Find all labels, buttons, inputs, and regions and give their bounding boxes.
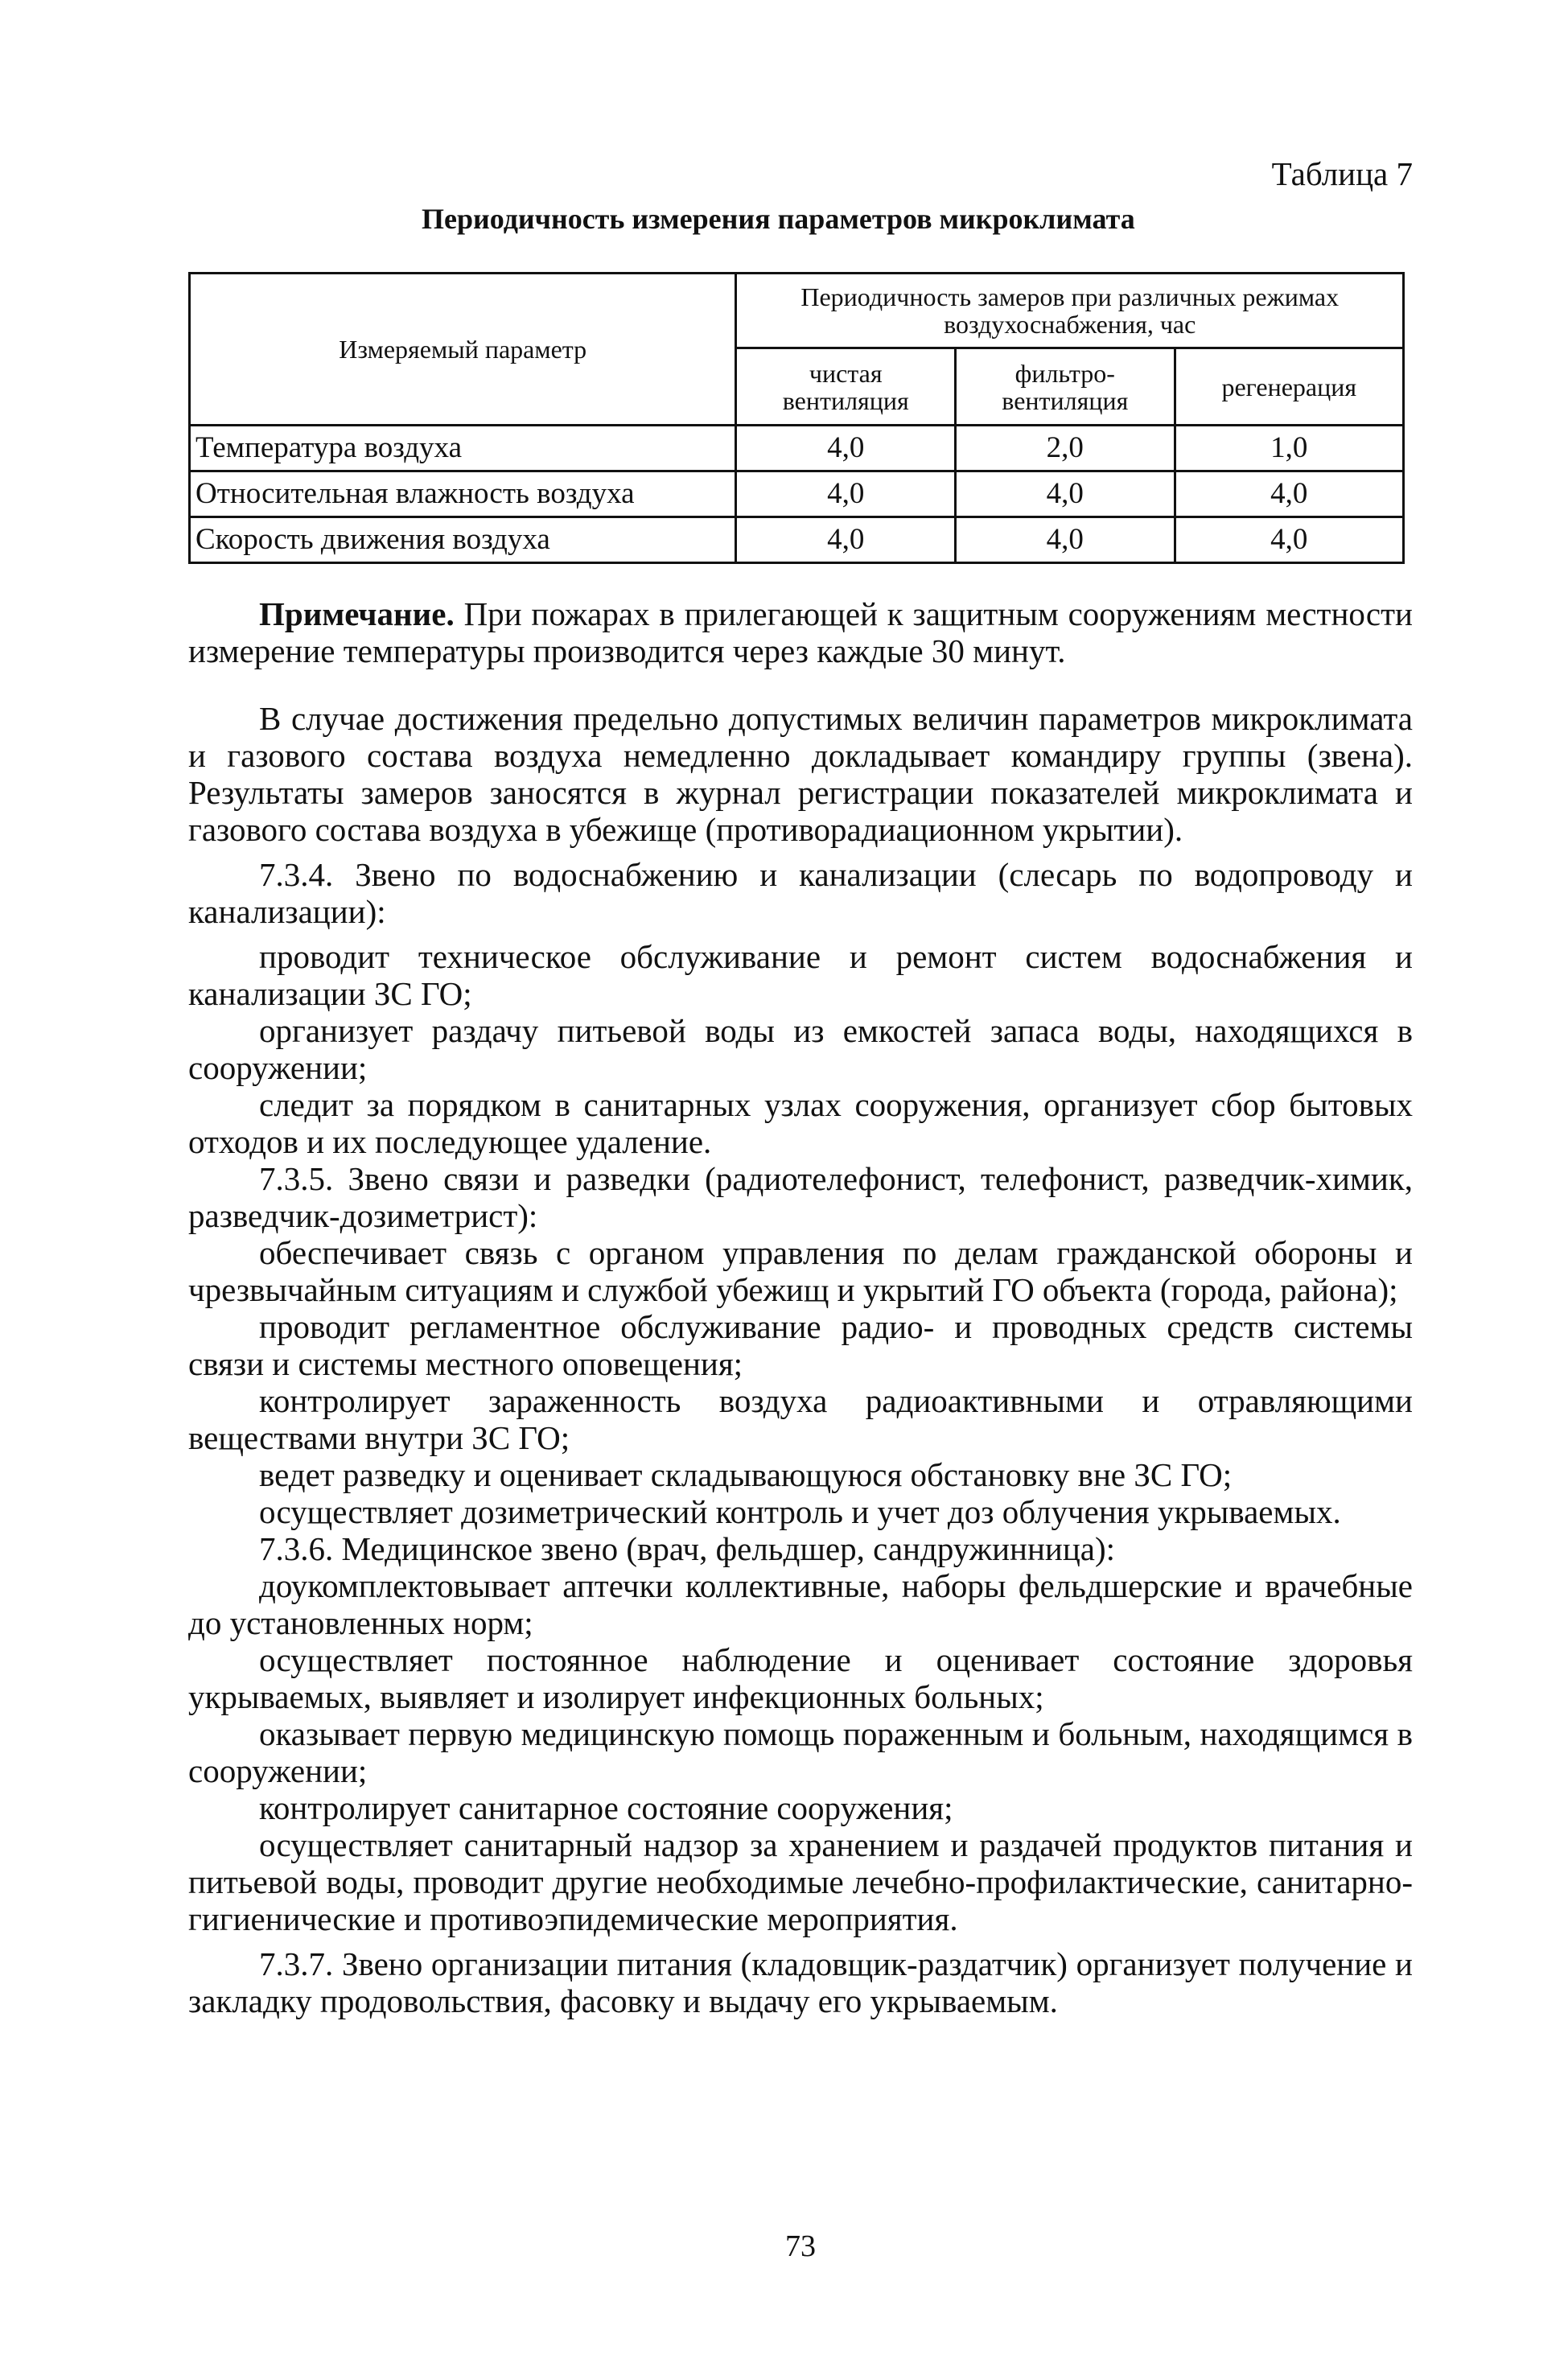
paragraph: оказывает первую медицинскую помощь пораженным и больным, находящимся в сооружении;	[188, 1715, 1413, 1789]
table-title: Периодичность измерения параметров микроклимата	[422, 203, 1135, 235]
cell-value: 4,0	[736, 517, 956, 563]
cell-value: 2,0	[956, 426, 1175, 471]
paragraph: проводит техническое обслуживание и ремонт систем водоснабжения и канализации ЗС ГО;	[188, 938, 1413, 1012]
cell-value: 1,0	[1175, 426, 1403, 471]
cell-value: 4,0	[1175, 517, 1403, 563]
cell-value: 4,0	[956, 517, 1175, 563]
document-page	[188, 0, 1413, 2375]
cell-value: 4,0	[736, 471, 956, 517]
paragraph: осуществляет санитарный надзор за хранением и раздачей продуктов питания и питьевой воды, проводит другие необходимые лечебно-профилактические, санитарно-гигиенические и противоэпидемические мероприятия.	[188, 1826, 1413, 1937]
paragraph: В случае достижения предельно допустимых величин параметров микроклимата и газового состава воздуха немедленно докладывает командиру группы (звена). Результаты замеров заносятся в журнал регистрации показателей микроклимата и газового состава воздуха в убежище (противорадиационном укрытии).	[188, 700, 1413, 848]
row-parameter: Относительная влажность воздуха	[190, 471, 736, 517]
paragraph: доукомплектовывает аптечки коллективные, наборы фельдшерские и врачебные до установленных норм;	[188, 1567, 1413, 1641]
section-heading-7-3-4: 7.3.4. Звено по водоснабжению и канализации (слесарь по водопроводу и канализации):	[188, 856, 1413, 930]
body-text	[188, 700, 1413, 2019]
table-note	[188, 595, 1413, 669]
paragraph: ведет разведку и оценивает складывающуюся обстановку вне ЗС ГО;	[259, 1456, 1233, 1493]
row-parameter: Скорость движения воздуха	[190, 517, 736, 563]
cell-value: 4,0	[736, 426, 956, 471]
header-filter-ventilation: фильтро-вентиляция	[956, 348, 1175, 426]
table-number-label: Таблица 7	[1271, 155, 1413, 192]
cell-value: 4,0	[956, 471, 1175, 517]
microclimate-table	[188, 272, 1405, 564]
row-parameter: Температура воздуха	[190, 426, 736, 471]
table-row	[190, 426, 1404, 471]
paragraph: осуществляет дозиметрический контроль и учет доз облучения укрываемых.	[259, 1493, 1341, 1530]
paragraph: следит за порядком в санитарных узлах сооружения, организует сбор бытовых отходов и их последующее удаление.	[188, 1086, 1413, 1160]
note-label: Примечание.	[259, 595, 455, 632]
section-heading-7-3-7: 7.3.7. Звено организации питания (кладовщик-раздатчик) организует получение и закладку продовольствия, фасовку и выдачу его укрываемым.	[188, 1945, 1413, 2019]
header-regeneration: регенерация	[1175, 348, 1403, 426]
note-text: При пожарах в прилегающей к защитным сооружениям местности измерение температуры производится через каждые 30 минут.	[188, 595, 1413, 669]
cell-value: 4,0	[1175, 471, 1403, 517]
section-heading-7-3-5: 7.3.5. Звено связи и разведки (радиотелефонист, телефонист, разведчик-химик, разведчик-дозиметрист):	[188, 1160, 1413, 1234]
paragraph: обеспечивает связь с органом управления по делам гражданской обороны и чрезвычайным ситуациям и службой убежищ и укрытий ГО объекта (города, района);	[188, 1234, 1413, 1308]
header-measured-parameter: Измеряемый параметр	[190, 274, 736, 426]
section-heading-7-3-6: 7.3.6. Медицинское звено (врач, фельдшер, сандружинница):	[259, 1530, 1116, 1567]
table-row	[190, 517, 1404, 563]
header-clean-ventilation: чистая вентиляция	[736, 348, 956, 426]
table-row	[190, 471, 1404, 517]
header-periodicity-group: Периодичность замеров при различных режимах воздухоснабжения, час	[736, 274, 1404, 348]
page-number: 73	[785, 2229, 816, 2263]
paragraph: контролирует зараженность воздуха радиоактивными и отравляющими веществами внутри ЗС ГО;	[188, 1382, 1413, 1456]
paragraph: организует раздачу питьевой воды из емкостей запаса воды, находящихся в сооружении;	[188, 1012, 1413, 1086]
paragraph: проводит регламентное обслуживание радио- и проводных средств системы связи и системы местного оповещения;	[188, 1308, 1413, 1382]
paragraph: осуществляет постоянное наблюдение и оценивает состояние здоровья укрываемых, выявляет и изолирует инфекционных больных;	[188, 1641, 1413, 1715]
paragraph: контролирует санитарное состояние сооружения;	[259, 1789, 953, 1826]
